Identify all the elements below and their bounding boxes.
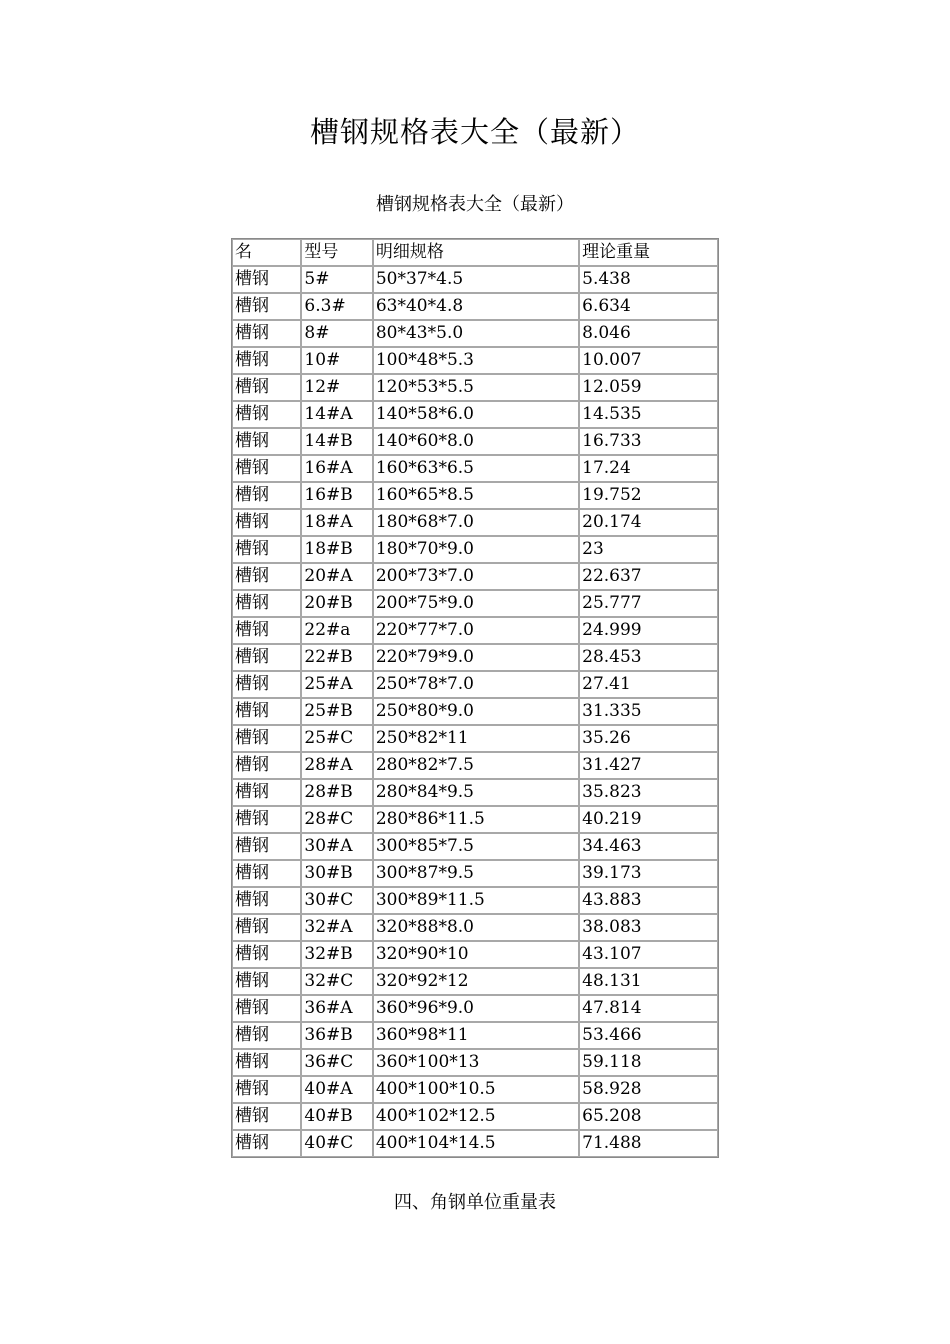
cell-weight: 58.928 — [579, 1076, 718, 1103]
table-row — [232, 860, 718, 887]
cell-model: 28#A — [301, 752, 372, 779]
table-row — [232, 374, 718, 401]
cell-model: 32#A — [301, 914, 372, 941]
table-row — [232, 1022, 718, 1049]
header-cell-name: 名 — [232, 239, 301, 266]
cell-model: 40#B — [301, 1103, 372, 1130]
header-cell-weight: 理论重量 — [579, 239, 718, 266]
cell-spec: 400*104*14.5 — [373, 1130, 579, 1157]
cell-name: 槽钢 — [232, 617, 301, 644]
cell-spec: 63*40*4.8 — [373, 293, 579, 320]
cell-spec: 220*77*7.0 — [373, 617, 579, 644]
cell-name: 槽钢 — [232, 428, 301, 455]
cell-name: 槽钢 — [232, 833, 301, 860]
table-row — [232, 1103, 718, 1130]
cell-name: 槽钢 — [232, 293, 301, 320]
cell-name: 槽钢 — [232, 1022, 301, 1049]
table-row — [232, 347, 718, 374]
cell-weight: 53.466 — [579, 1022, 718, 1049]
cell-weight: 40.219 — [579, 806, 718, 833]
cell-model: 20#A — [301, 563, 372, 590]
table-row — [232, 752, 718, 779]
table-row — [232, 509, 718, 536]
cell-name: 槽钢 — [232, 941, 301, 968]
section-heading-angle-steel: 四、角钢单位重量表 — [394, 1192, 556, 1213]
cell-name: 槽钢 — [232, 725, 301, 752]
table-row — [232, 482, 718, 509]
cell-model: 30#C — [301, 887, 372, 914]
cell-name: 槽钢 — [232, 1130, 301, 1157]
table-row — [232, 266, 718, 293]
cell-model: 18#A — [301, 509, 372, 536]
cell-model: 20#B — [301, 590, 372, 617]
cell-spec: 320*88*8.0 — [373, 914, 579, 941]
table-row — [232, 401, 718, 428]
cell-weight: 34.463 — [579, 833, 718, 860]
table-row — [232, 725, 718, 752]
cell-weight: 5.438 — [579, 266, 718, 293]
cell-weight: 39.173 — [579, 860, 718, 887]
table-row — [232, 671, 718, 698]
cell-spec: 140*58*6.0 — [373, 401, 579, 428]
cell-model: 14#B — [301, 428, 372, 455]
cell-weight: 23 — [579, 536, 718, 563]
cell-weight: 65.208 — [579, 1103, 718, 1130]
cell-name: 槽钢 — [232, 752, 301, 779]
cell-name: 槽钢 — [232, 779, 301, 806]
cell-model: 8# — [301, 320, 372, 347]
cell-spec: 300*85*7.5 — [373, 833, 579, 860]
cell-model: 40#C — [301, 1130, 372, 1157]
cell-spec: 160*65*8.5 — [373, 482, 579, 509]
cell-name: 槽钢 — [232, 266, 301, 293]
table-row — [232, 536, 718, 563]
cell-name: 槽钢 — [232, 590, 301, 617]
cell-name: 槽钢 — [232, 536, 301, 563]
cell-spec: 280*84*9.5 — [373, 779, 579, 806]
cell-name: 槽钢 — [232, 671, 301, 698]
cell-spec: 200*75*9.0 — [373, 590, 579, 617]
cell-spec: 360*100*13 — [373, 1049, 579, 1076]
cell-model: 25#C — [301, 725, 372, 752]
table-row — [232, 833, 718, 860]
table-row — [232, 968, 718, 995]
cell-spec: 360*96*9.0 — [373, 995, 579, 1022]
cell-name: 槽钢 — [232, 320, 301, 347]
cell-model: 25#B — [301, 698, 372, 725]
cell-weight: 16.733 — [579, 428, 718, 455]
cell-weight: 71.488 — [579, 1130, 718, 1157]
cell-name: 槽钢 — [232, 374, 301, 401]
cell-spec: 180*68*7.0 — [373, 509, 579, 536]
cell-model: 32#C — [301, 968, 372, 995]
cell-model: 16#A — [301, 455, 372, 482]
cell-weight: 47.814 — [579, 995, 718, 1022]
header-cell-spec: 明细规格 — [373, 239, 579, 266]
table-row — [232, 563, 718, 590]
cell-weight: 28.453 — [579, 644, 718, 671]
cell-name: 槽钢 — [232, 563, 301, 590]
cell-model: 30#B — [301, 860, 372, 887]
cell-model: 6.3# — [301, 293, 372, 320]
cell-name: 槽钢 — [232, 644, 301, 671]
cell-weight: 35.26 — [579, 725, 718, 752]
cell-spec: 280*86*11.5 — [373, 806, 579, 833]
cell-name: 槽钢 — [232, 455, 301, 482]
table-row — [232, 293, 718, 320]
cell-weight: 20.174 — [579, 509, 718, 536]
table-row — [232, 1049, 718, 1076]
table-row — [232, 806, 718, 833]
table-header-row — [232, 239, 718, 266]
cell-name: 槽钢 — [232, 1076, 301, 1103]
cell-spec: 300*89*11.5 — [373, 887, 579, 914]
cell-weight: 24.999 — [579, 617, 718, 644]
cell-spec: 80*43*5.0 — [373, 320, 579, 347]
header-cell-model: 型号 — [301, 239, 372, 266]
cell-spec: 200*73*7.0 — [373, 563, 579, 590]
cell-model: 12# — [301, 374, 372, 401]
cell-spec: 180*70*9.0 — [373, 536, 579, 563]
cell-model: 22#a — [301, 617, 372, 644]
cell-name: 槽钢 — [232, 995, 301, 1022]
cell-model: 18#B — [301, 536, 372, 563]
cell-spec: 250*82*11 — [373, 725, 579, 752]
table-row — [232, 644, 718, 671]
cell-name: 槽钢 — [232, 914, 301, 941]
cell-weight: 38.083 — [579, 914, 718, 941]
cell-spec: 320*90*10 — [373, 941, 579, 968]
cell-weight: 17.24 — [579, 455, 718, 482]
table-row — [232, 941, 718, 968]
cell-weight: 6.634 — [579, 293, 718, 320]
cell-spec: 320*92*12 — [373, 968, 579, 995]
cell-weight: 8.046 — [579, 320, 718, 347]
cell-spec: 250*78*7.0 — [373, 671, 579, 698]
cell-weight: 12.059 — [579, 374, 718, 401]
cell-model: 40#A — [301, 1076, 372, 1103]
cell-name: 槽钢 — [232, 347, 301, 374]
cell-weight: 19.752 — [579, 482, 718, 509]
cell-weight: 10.007 — [579, 347, 718, 374]
cell-model: 32#B — [301, 941, 372, 968]
cell-model: 22#B — [301, 644, 372, 671]
cell-spec: 360*98*11 — [373, 1022, 579, 1049]
cell-name: 槽钢 — [232, 1049, 301, 1076]
cell-model: 14#A — [301, 401, 372, 428]
cell-spec: 100*48*5.3 — [373, 347, 579, 374]
table-row — [232, 779, 718, 806]
cell-spec: 220*79*9.0 — [373, 644, 579, 671]
cell-weight: 35.823 — [579, 779, 718, 806]
cell-weight: 14.535 — [579, 401, 718, 428]
cell-spec: 140*60*8.0 — [373, 428, 579, 455]
cell-model: 25#A — [301, 671, 372, 698]
table-row — [232, 455, 718, 482]
cell-spec: 120*53*5.5 — [373, 374, 579, 401]
cell-weight: 48.131 — [579, 968, 718, 995]
cell-model: 36#B — [301, 1022, 372, 1049]
cell-spec: 160*63*6.5 — [373, 455, 579, 482]
table-row — [232, 320, 718, 347]
cell-spec: 50*37*4.5 — [373, 266, 579, 293]
cell-weight: 43.107 — [579, 941, 718, 968]
cell-model: 36#A — [301, 995, 372, 1022]
table-row — [232, 887, 718, 914]
cell-model: 5# — [301, 266, 372, 293]
cell-name: 槽钢 — [232, 887, 301, 914]
cell-model: 30#A — [301, 833, 372, 860]
cell-name: 槽钢 — [232, 482, 301, 509]
cell-weight: 25.777 — [579, 590, 718, 617]
cell-spec: 400*100*10.5 — [373, 1076, 579, 1103]
cell-weight: 43.883 — [579, 887, 718, 914]
cell-model: 36#C — [301, 1049, 372, 1076]
cell-name: 槽钢 — [232, 860, 301, 887]
cell-model: 28#C — [301, 806, 372, 833]
table-row — [232, 617, 718, 644]
cell-name: 槽钢 — [232, 968, 301, 995]
cell-spec: 400*102*12.5 — [373, 1103, 579, 1130]
table-row — [232, 1076, 718, 1103]
cell-weight: 31.427 — [579, 752, 718, 779]
cell-name: 槽钢 — [232, 698, 301, 725]
cell-weight: 27.41 — [579, 671, 718, 698]
cell-model: 10# — [301, 347, 372, 374]
document-subtitle: 槽钢规格表大全（最新） — [376, 194, 574, 215]
cell-name: 槽钢 — [232, 1103, 301, 1130]
channel-steel-spec-table — [231, 238, 719, 1158]
cell-model: 16#B — [301, 482, 372, 509]
table-row — [232, 1130, 718, 1157]
cell-name: 槽钢 — [232, 509, 301, 536]
table-row — [232, 914, 718, 941]
table-row — [232, 590, 718, 617]
table-row — [232, 428, 718, 455]
document-title: 槽钢规格表大全（最新） — [309, 115, 640, 149]
table-row — [232, 698, 718, 725]
cell-model: 28#B — [301, 779, 372, 806]
cell-weight: 59.118 — [579, 1049, 718, 1076]
cell-name: 槽钢 — [232, 401, 301, 428]
cell-weight: 31.335 — [579, 698, 718, 725]
cell-name: 槽钢 — [232, 806, 301, 833]
cell-weight: 22.637 — [579, 563, 718, 590]
cell-spec: 250*80*9.0 — [373, 698, 579, 725]
cell-spec: 280*82*7.5 — [373, 752, 579, 779]
table-row — [232, 995, 718, 1022]
cell-spec: 300*87*9.5 — [373, 860, 579, 887]
